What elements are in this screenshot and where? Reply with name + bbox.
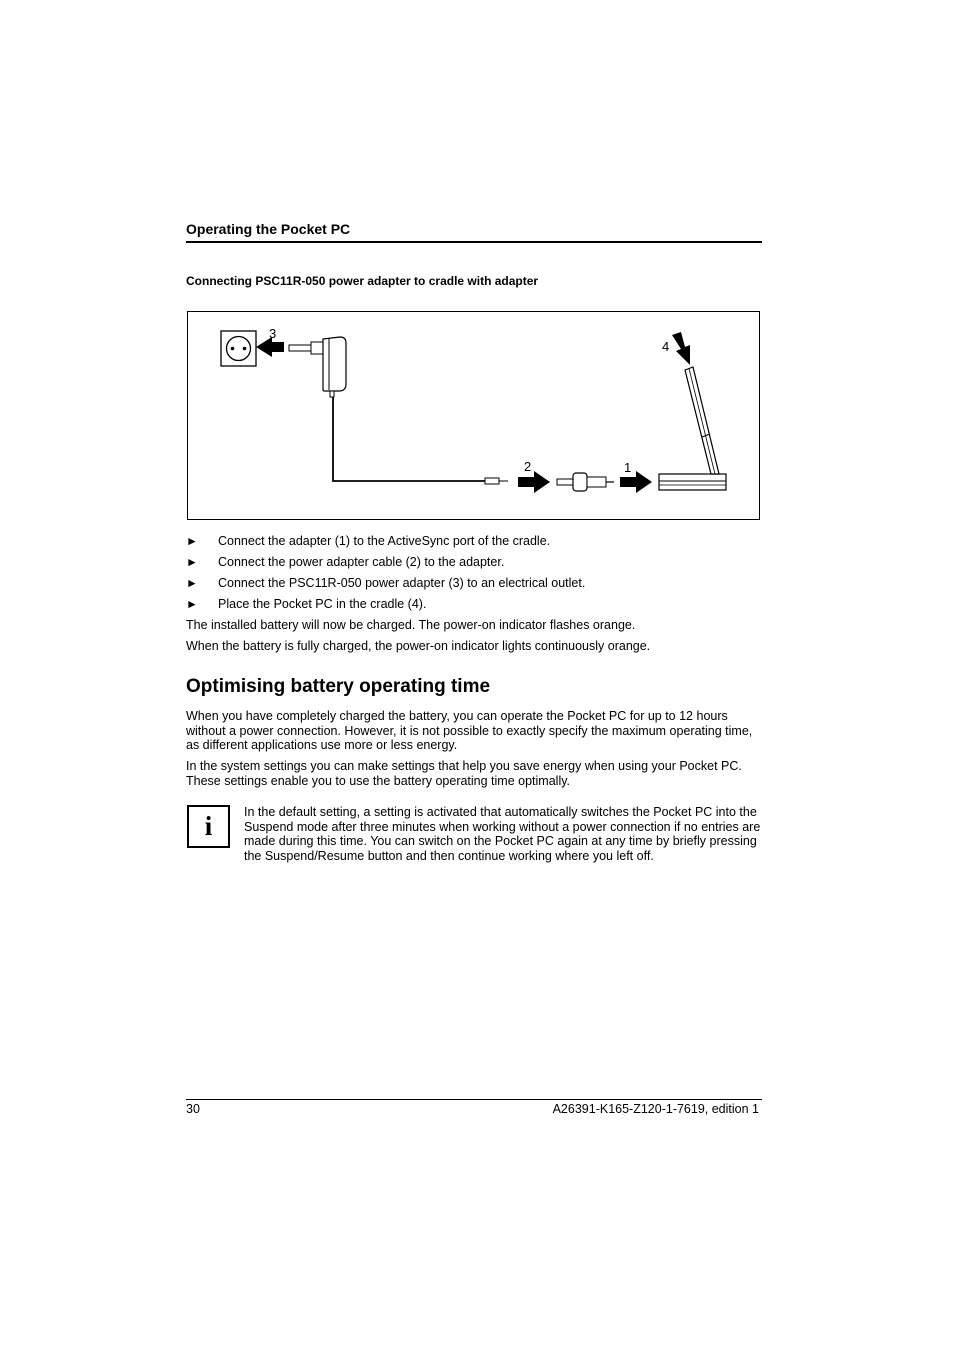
battery-paragraph: When you have completely charged the battery, you can operate the Pocket PC for up to 12 hours without a power connection. However, it is not possible to exactly specify the maximum operating time, as different applications use more or less energy. <box>186 709 753 752</box>
step-bullet: ► <box>186 555 198 569</box>
charging-note: The installed battery will now be charged. The power-on indicator flashes orange. <box>186 618 636 632</box>
step-item <box>186 555 504 569</box>
cradle <box>659 474 726 490</box>
figure-label-3: 3 <box>269 326 277 341</box>
step-text: Connect the PSC11R-050 power adapter (3) to an electrical outlet. <box>218 576 586 590</box>
footer-rule <box>186 1099 762 1100</box>
step-text: Place the Pocket PC in the cradle (4). <box>218 597 427 611</box>
connection-diagram <box>187 311 760 520</box>
header-rule <box>186 241 762 243</box>
settings-paragraph: In the system settings you can make settings that help you save energy when using your Pocket PC. These settings enable you to use the battery operating time optimally. <box>186 759 742 788</box>
wall-outlet <box>221 331 256 366</box>
info-note: In the default setting, a setting is activated that automatically switches the Pocket PC into the Suspend mode after three minutes when working without a power connection if no entries are made during this time. You can switch on the Pocket PC again at any time by briefly pressing the Suspend/Resume button and then continue working where you left off. <box>244 805 761 863</box>
step-item <box>186 597 426 611</box>
figure-label-2: 2 <box>524 459 532 474</box>
document-id: A26391-K165-Z120-1-7619, edition 1 <box>552 1102 759 1116</box>
step-bullet: ► <box>186 534 198 548</box>
figure-label-4: 4 <box>662 339 670 354</box>
step-item <box>186 534 550 548</box>
step-text: Connect the power adapter cable (2) to the adapter. <box>218 555 505 569</box>
page-number: 30 <box>186 1102 200 1116</box>
page-header-title: Operating the Pocket PC <box>186 221 351 237</box>
power-adapter <box>289 337 346 397</box>
arrow-4-icon <box>672 332 690 365</box>
step-text: Connect the adapter (1) to the ActiveSync port of the cradle. <box>218 534 551 548</box>
step-bullet: ► <box>186 597 198 611</box>
power-cable <box>333 397 485 481</box>
charged-note: When the battery is fully charged, the power-on indicator lights continuously orange. <box>186 639 651 653</box>
figure-label-1: 1 <box>624 460 632 475</box>
step-bullet: ► <box>186 576 198 590</box>
pocket-pc <box>685 367 719 474</box>
cable-plug <box>485 478 508 484</box>
section-heading: Optimising battery operating time <box>186 676 491 697</box>
cradle-adapter <box>557 473 614 491</box>
arrow-2-icon <box>518 471 550 493</box>
info-icon: i <box>187 805 230 848</box>
step-item <box>186 576 585 590</box>
connection-diagram-drawing <box>188 312 759 519</box>
section-caption: Connecting PSC11R-050 power adapter to cradle with adapter <box>186 274 539 288</box>
